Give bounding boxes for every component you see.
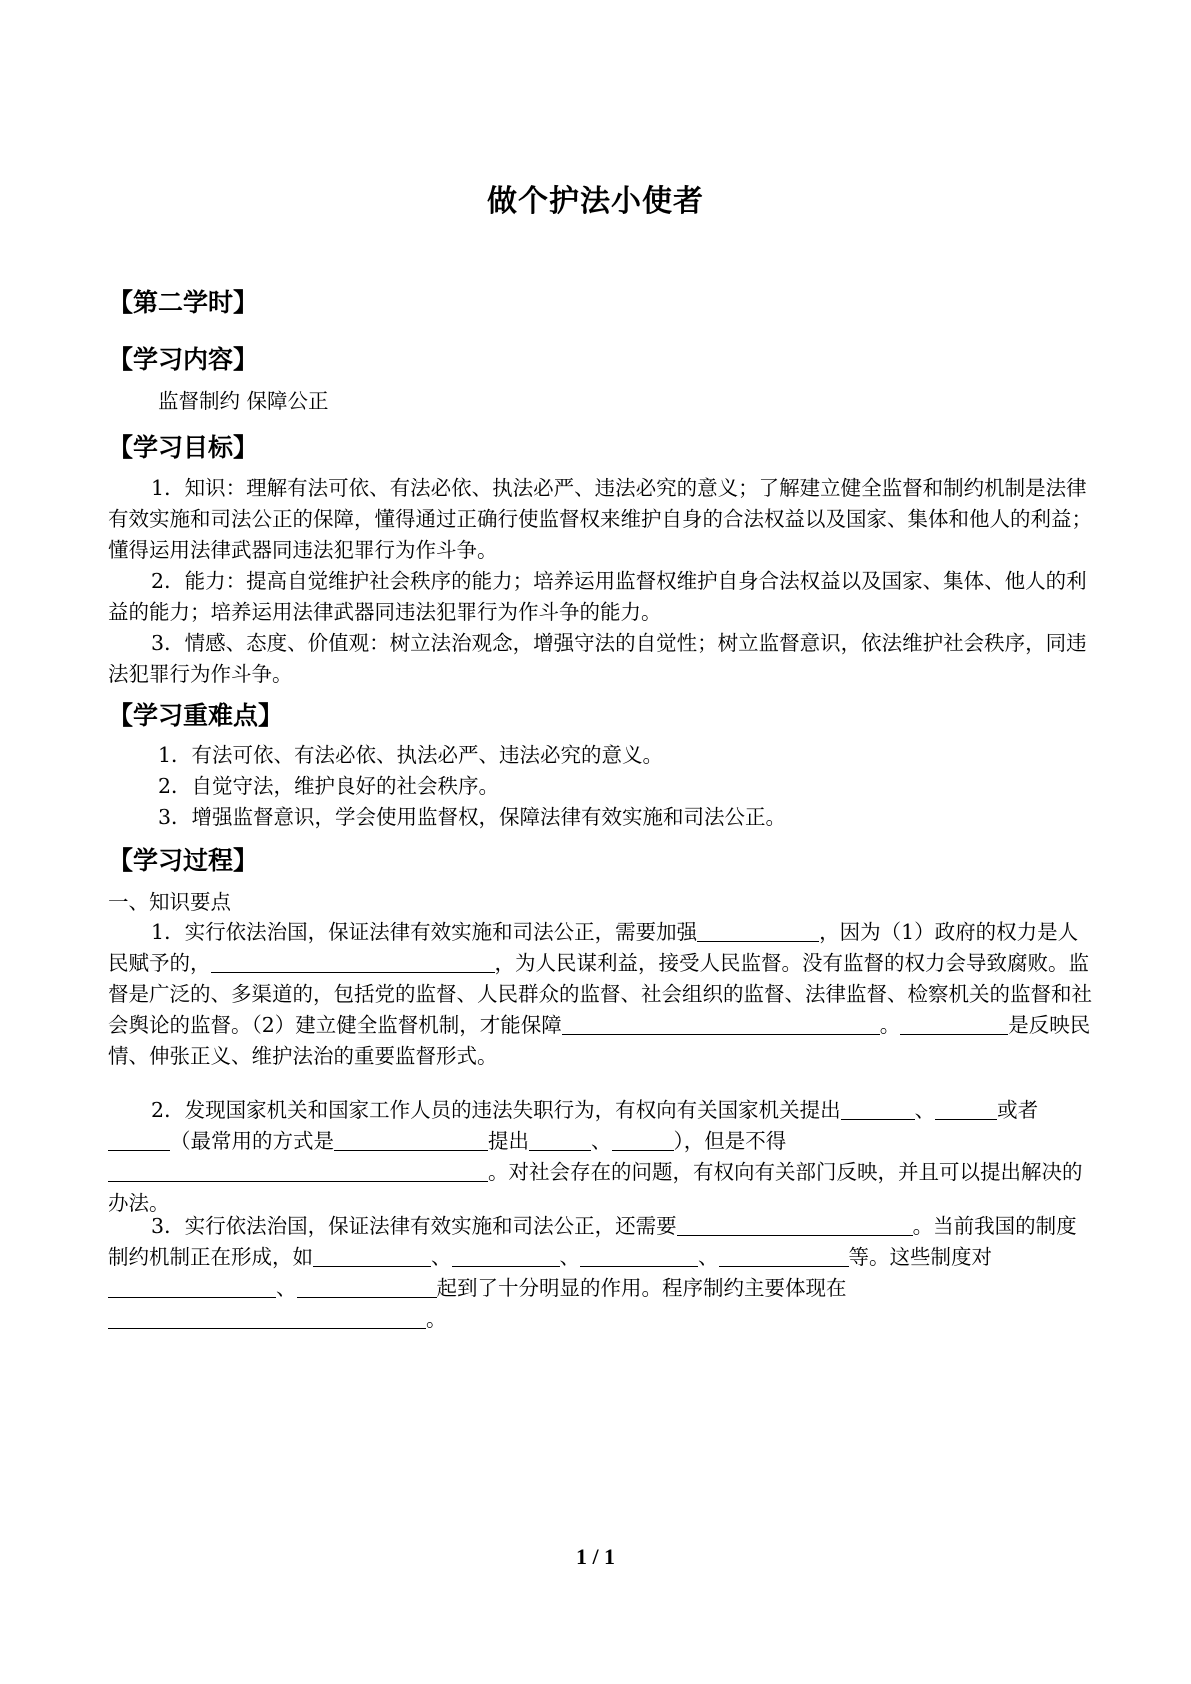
objectives-heading: 【学习目标】 bbox=[108, 433, 259, 462]
content-heading: 【学习内容】 bbox=[108, 345, 259, 374]
q1-blank-1[interactable] bbox=[697, 919, 819, 942]
question-1 bbox=[108, 917, 1093, 1072]
key-point-item-2: 2．自觉守法，维护良好的社会秩序。 bbox=[158, 774, 500, 798]
key-point-item-1: 1．有法可依、有法必依、执法必严、违法必究的意义。 bbox=[158, 743, 664, 767]
question-2 bbox=[108, 1095, 1093, 1219]
q2-blank-4[interactable] bbox=[334, 1128, 488, 1151]
q2-text-d: （最常用的方式是 bbox=[170, 1129, 334, 1153]
q3-blank-6[interactable] bbox=[108, 1275, 276, 1298]
q3-text-e: 、 bbox=[698, 1245, 719, 1269]
key-points-heading: 【学习重难点】 bbox=[108, 701, 284, 730]
process-heading: 【学习过程】 bbox=[108, 846, 259, 875]
page-number: 1 / 1 bbox=[575, 1544, 616, 1569]
process-subheading: 一、知识要点 bbox=[108, 890, 231, 914]
content-text: 监督制约 保障公正 bbox=[158, 389, 329, 413]
q3-text-c: 、 bbox=[431, 1245, 452, 1269]
section-period-heading: 【第二学时】 bbox=[108, 288, 259, 317]
q3-text-a: 3．实行依法治国，保证法律有效实施和司法公正，还需要 bbox=[151, 1214, 677, 1238]
q2-blank-1[interactable] bbox=[841, 1097, 915, 1120]
q2-text-b: 、 bbox=[914, 1098, 936, 1122]
page-title: 做个护法小使者 bbox=[487, 184, 704, 219]
q3-blank-3[interactable] bbox=[452, 1244, 560, 1267]
q2-text-e: 提出 bbox=[488, 1129, 529, 1153]
q3-blank-8[interactable] bbox=[108, 1306, 426, 1329]
q3-text-i: 。 bbox=[426, 1307, 447, 1331]
q1-blank-4[interactable] bbox=[900, 1012, 1008, 1035]
q1-blank-2[interactable] bbox=[211, 950, 495, 973]
q2-blank-3[interactable] bbox=[108, 1128, 170, 1151]
q2-text-f: 、 bbox=[591, 1129, 612, 1153]
q1-text-a: 1．实行依法治国，保证法律有效实施和司法公正，需要加强 bbox=[151, 920, 698, 944]
q3-text-h: 起到了十分明显的作用。程序制约主要体现在 bbox=[436, 1276, 847, 1300]
q2-blank-5[interactable] bbox=[529, 1128, 591, 1151]
q2-blank-6[interactable] bbox=[612, 1128, 674, 1151]
q1-text-c: ，为人民谋利益，接受人民监督。没有监督的权力会导致腐败。监督是广泛的、多渠道的，包括党的监督、人民群众的监督、社会组织的监督、法律监督、检察机关的监督和社会舆论的监督。（2）建立健全监督机制，才能保障 bbox=[108, 951, 1092, 1037]
q2-blank-2[interactable] bbox=[935, 1097, 997, 1120]
q3-text-b: 。当前我国的制度制约机制正在形成，如 bbox=[108, 1214, 1077, 1269]
q2-blank-7[interactable] bbox=[108, 1159, 488, 1182]
objective-item-2: 2．能力：提高自觉维护社会秩序的能力；培养运用监督权维护自身合法权益以及国家、集体、他人的利益的能力；培养运用法律武器同违法犯罪行为作斗争的能力。 bbox=[108, 569, 1087, 624]
q1-text-d: 。 bbox=[879, 1013, 901, 1037]
key-point-item-3: 3．增强监督意识，学会使用监督权，保障法律有效实施和司法公正。 bbox=[158, 805, 787, 829]
objective-item-3: 3．情感、态度、价值观：树立法治观念，增强守法的自觉性；树立监督意识，依法维护社会秩序，同违法犯罪行为作斗争。 bbox=[108, 631, 1087, 686]
objective-item-1: 1．知识：理解有法可依、有法必依、执法必严、违法必究的意义；了解建立健全监督和制约机制是法律有效实施和司法公正的保障，懂得通过正确行使监督权来维护自身的合法权益以及国家、集体和他人的利益；懂得运用法律武器同违法犯罪行为作斗争。 bbox=[108, 476, 1092, 562]
q3-blank-1[interactable] bbox=[677, 1213, 913, 1236]
q1-text-e: 是反映民情、伸张正义、维护法治的重要监督形式。 bbox=[108, 1013, 1091, 1068]
q2-text-a: 2．发现国家机关和国家工作人员的违法失职行为，有权向有关国家机关提出 bbox=[151, 1098, 841, 1122]
q3-blank-2[interactable] bbox=[313, 1244, 431, 1267]
q1-blank-3[interactable] bbox=[562, 1012, 880, 1035]
q2-text-h: 。对社会存在的问题，有权向有关部门反映，并且可以提出解决的办法。 bbox=[108, 1160, 1083, 1215]
q3-text-d: 、 bbox=[559, 1245, 580, 1269]
q3-text-f: 等。这些制度对 bbox=[848, 1245, 992, 1269]
q2-text-g: ），但是不得 bbox=[673, 1129, 787, 1153]
q2-text-c: 或者 bbox=[997, 1098, 1039, 1122]
q3-blank-4[interactable] bbox=[580, 1244, 698, 1267]
q1-text-b: ，因为（1）政府的权力是人民赋予的， bbox=[108, 920, 1079, 975]
q3-text-g: 、 bbox=[276, 1276, 297, 1300]
question-3 bbox=[108, 1211, 1093, 1335]
q3-blank-5[interactable] bbox=[719, 1244, 849, 1267]
q3-blank-7[interactable] bbox=[297, 1275, 437, 1298]
